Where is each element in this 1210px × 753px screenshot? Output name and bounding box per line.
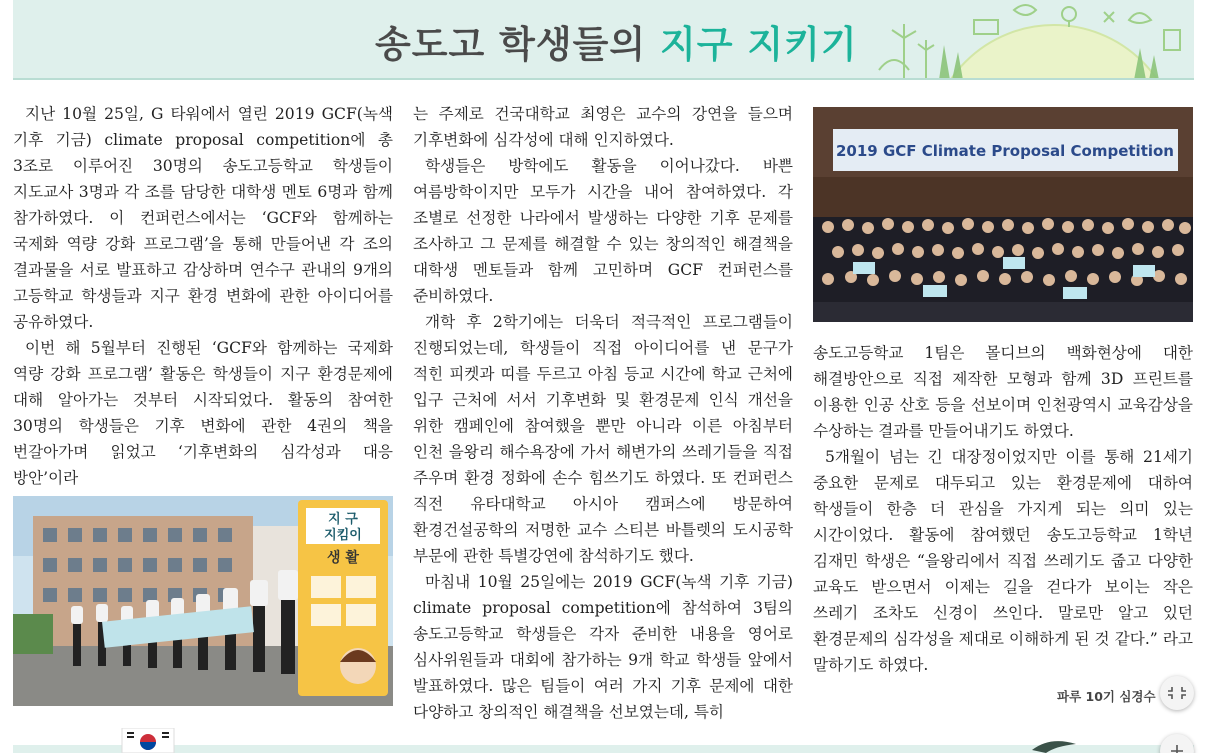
paragraph: 지난 10월 25일, G 타워에서 열린 2019 GCF(녹색 기후 기금) climate proposal competition에 총 3조로 이루어진 30명의 송도고등학교 학생들이 지도교사 3명과 각 조를 담당한 대학생 멘토 6명과 함께 참가하였다. 이 컨퍼런스에서는 ‘GCF와 함께하는 국제화 역량 강화 프로그램’을 통해 만들어낸 각 조의 결과물을 서로 발표하고 감상하며 연수구 관내의 9개의 고등학교 학생들과 지구 환경 변화에 관한 아이디어를 공유하였다. <box>13 105 393 331</box>
sign-line-2: 지킴이 <box>324 528 362 543</box>
plus-icon <box>1160 734 1194 753</box>
bird-illustration <box>1030 738 1080 753</box>
sign-line-3: 생 활 <box>327 550 359 566</box>
article-column-3 <box>813 340 1193 678</box>
paragraph: 송도고등학교 1팀은 몰디브의 백화현상에 대한 해결방안으로 직접 제작한 모형과 함께 3D 프린트를 이용한 인공 산호 등을 선보이며 인천광역시 교육감상을 수상하는 결과를 만들어내기도 하였다. <box>813 344 1193 440</box>
add-button[interactable] <box>1160 734 1194 753</box>
title-part2: 지구 지키기 <box>659 23 858 66</box>
author-byline: 파루 10기 심경수 <box>1057 689 1156 704</box>
paragraph: 이번 해 5월부터 진행된 ‘GCF와 함께하는 국제화 역량 강화 프로그램’ 활동은 학생들이 지구 환경문제에 대해 알아가는 것부터 시작되었다. 활동의 참여한 30명의 학생들은 기후 변화에 관한 4권의 책을 번갈아가며 읽었고 ‘기후변화의 심각성과 대응 방안’이라 <box>13 339 393 487</box>
header-banner <box>13 0 1194 80</box>
korean-flag-icon <box>118 728 178 753</box>
paragraph: 는 주제로 건국대학교 최영은 교수의 강연을 들으며 기후변화에 심각성에 대해 인지하였다. <box>413 105 793 149</box>
competition-group-photo <box>813 107 1193 322</box>
competition-banner-text: 2019 GCF Climate Proposal Competition <box>836 142 1174 160</box>
collapse-arrows-icon <box>1160 676 1194 710</box>
paragraph: 마침내 10월 25일에는 2019 GCF(녹색 기후 기금) climate proposal competition에 참석하여 3팀의 송도고등학교 학생들은 각자 준비한 내용을 영어로 심사위원들과 대회에 참가하는 9개 학교 학생들 앞에서 발표하였다. 많은 팀들이 여러 가지 기후 문제에 대한 다양하고 창의적인 해결책을 선보였는데, 특히 <box>413 573 793 721</box>
next-section-banner <box>13 745 1194 753</box>
article-column-2 <box>413 101 793 725</box>
earth-illustration <box>864 0 1194 80</box>
collapse-button[interactable] <box>1160 676 1194 710</box>
page-title <box>375 14 858 68</box>
article-column-1 <box>13 101 393 491</box>
paragraph: 5개월이 넘는 긴 대장정이었지만 이를 통해 21세기 중요한 문제로 대두되고 있는 환경문제에 대하여 학생들이 한층 더 관심을 가지게 되는 의미 있는 시간이었다. 활동에 참여했던 송도고등학교 1학년 김재민 학생은 “을왕리에서 직접 쓰레기도 줍고 다양한 교육도 받으면서 이제는 길을 걷다가 보이는 작은 쓰레기 조차도 신경이 쓰인다. 말로만 알고 있던 환경문제의 심각성을 제대로 이해하게 된 것 같다.” 라고 말하기도 하였다. <box>813 448 1193 674</box>
campaign-photo <box>13 496 393 706</box>
paragraph: 학생들은 방학에도 활동을 이어나갔다. 바쁜 여름방학이지만 모두가 시간을 내어 참여하였다. 각 조별로 선정한 나라에서 발생하는 다양한 기후 문제를 조사하고 그 문제를 해결할 수 있는 창의적인 해결책을 대학생 멘토들과 함께 고민하며 GCF 컨퍼런스를 준비하였다. <box>413 157 793 305</box>
sign-line-1: 지 구 <box>328 512 358 527</box>
title-part1: 송도고 학생들의 <box>375 23 647 66</box>
paragraph: 개학 후 2학기에는 더욱더 적극적인 프로그램들이 진행되었는데, 학생들이 직접 아이디어를 낸 문구가 적힌 피켓과 띠를 두르고 아침 등교 시간에 학교 근처에 입구 근처에 서서 기후변화 및 환경문제 인식 개선을 위한 캠페인에 참여했을 뿐만 아니라 이른 아침부터 인천 을왕리 해수욕장에 가서 해변가의 쓰레기들을 직접 주우며 환경 정화에 손수 힘쓰기도 하였다. 또 컨퍼런스 직전 유타대학교 아시아 캠퍼스에 방문하여 환경건설공학의 저명한 교수 스티븐 바틀렛의 도시공학 부문에 관한 특별강연에 참석하기도 했다. <box>413 313 793 565</box>
